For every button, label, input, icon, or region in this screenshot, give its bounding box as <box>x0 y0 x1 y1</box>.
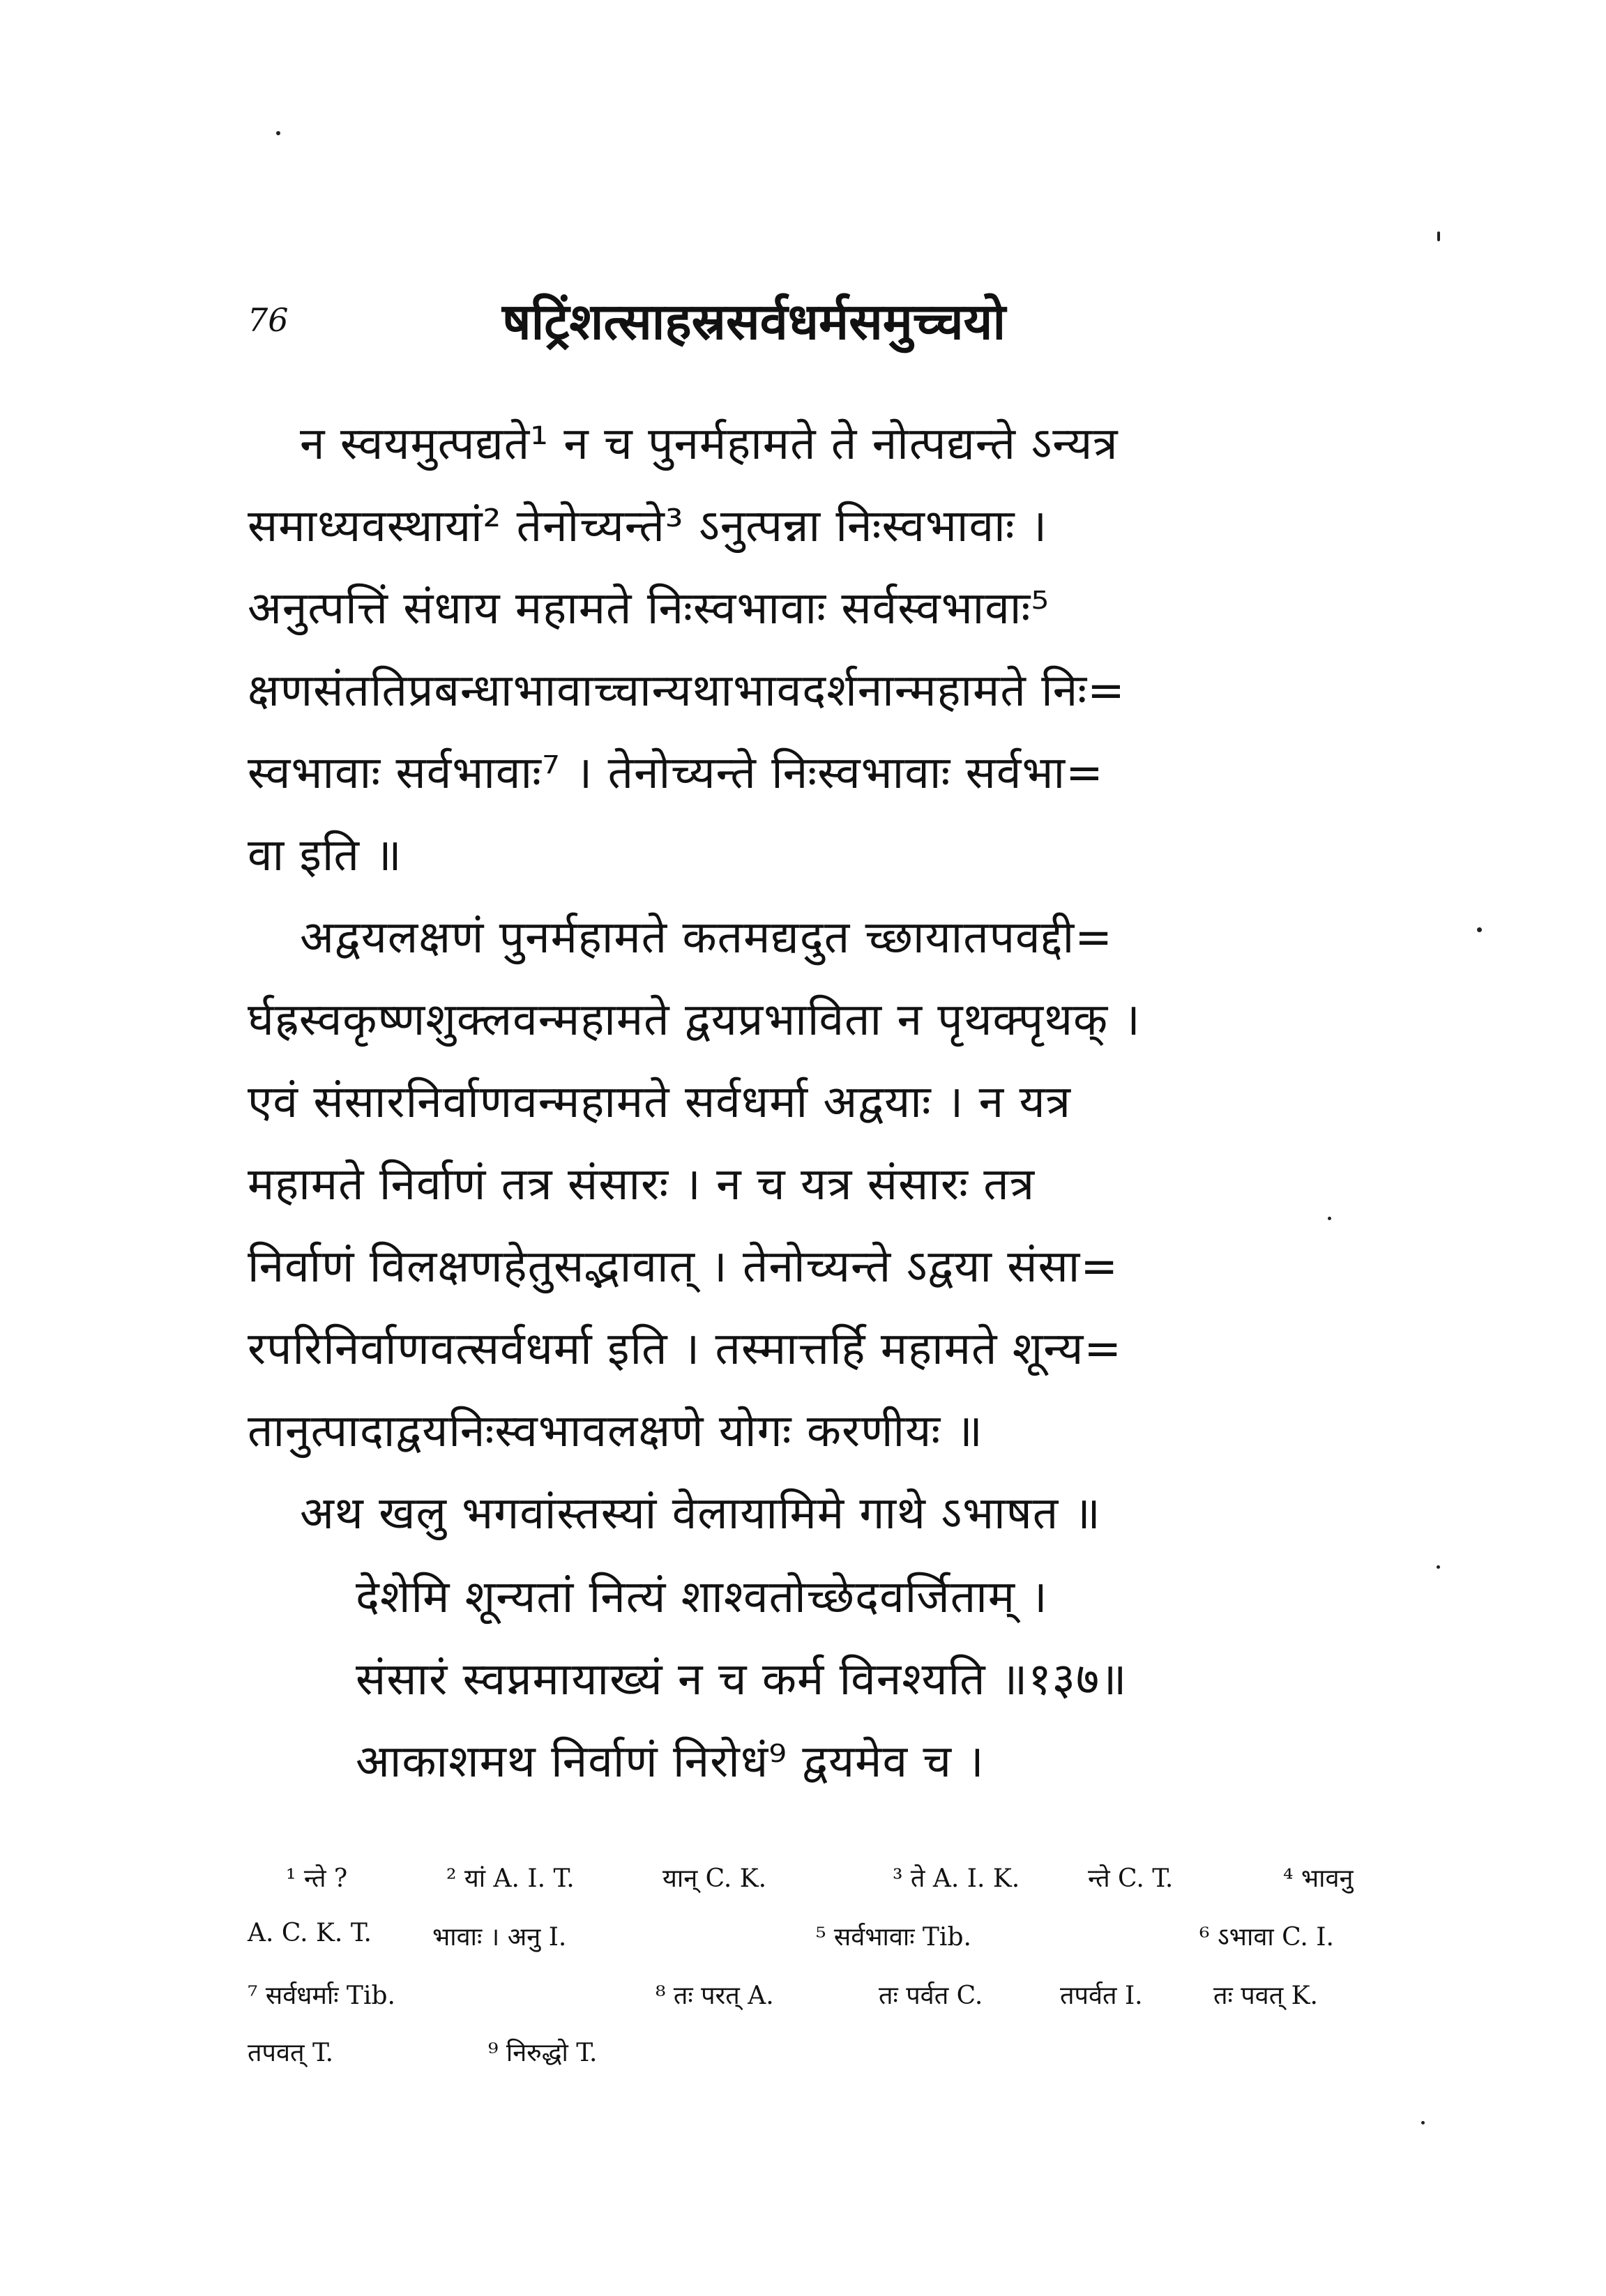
paragraph-2-line: निर्वाणं विलक्षणहेतुसद्भावात् । तेनोच्यन्ते ऽद्वया संसा= <box>248 1241 1119 1293</box>
footnote-entry: भावाः । अनु I. <box>432 1923 567 1952</box>
print-speck <box>1437 1565 1440 1569</box>
paragraph-2-line: र्घह्रस्वकृष्णशुक्लवन्महामते द्वयप्रभाविता न पृथक्पृथक् । <box>248 994 1141 1046</box>
page-title: षट्रिंशत्साहस्रसर्वधर्मसमुच्चयो <box>502 292 1006 351</box>
footnote-entry: ⁹ निरुद्धो T. <box>488 2039 598 2067</box>
print-speck <box>276 131 280 135</box>
print-speck <box>1437 231 1440 241</box>
paragraph-1-line: न स्वयमुत्पद्यते¹ न च पुनर्महामते ते नोत्पद्यन्ते ऽन्यत्र <box>300 418 1119 470</box>
footnote-entry: ¹ न्ते ? <box>286 1864 348 1893</box>
paragraph-2-line: एवं संसारनिर्वाणवन्महामते सर्वधर्मा अद्वयाः । न यत्र <box>248 1077 1071 1128</box>
footnote-entry: ⁶ ऽभावा C. I. <box>1199 1923 1334 1952</box>
footnote-entry: ² यां A. I. T. <box>446 1864 575 1893</box>
paragraph-2-line: रपरिनिर्वाणवत्सर्वधर्मा इति । तस्मात्तर्हि महामते शून्य= <box>248 1323 1122 1375</box>
footnote-entry: न्ते C. T. <box>1088 1864 1174 1893</box>
verse-intro-line: अथ खलु भगवांस्तस्यां वेलायामिमे गाथे ऽभाषत ॥ <box>300 1488 1101 1539</box>
verse-line: संसारं स्वप्नमायाख्यं न च कर्म विनश्यति ॥१३७॥ <box>356 1654 1128 1705</box>
print-speck <box>1421 2121 1425 2124</box>
paragraph-1-line: क्षणसंततिप्रबन्धाभावाच्चान्यथाभावदर्शनान्महामते निः= <box>248 665 1126 717</box>
paragraph-2-line: तानुत्पादाद्वयनिःस्वभावलक्षणे योगः करणीयः ॥ <box>248 1406 983 1457</box>
footnote-entry: यान् C. K. <box>662 1864 767 1893</box>
footnote-entry: तपर्वत I. <box>1060 1982 1143 2010</box>
verse-line: देशेमि शून्यतां नित्यं शाश्वतोच्छेदवर्जिताम् । <box>356 1572 1048 1623</box>
paragraph-1-line: स्वभावाः सर्वभावाः⁷ । तेनोच्यन्ते निःस्वभावाः सर्वभा= <box>248 747 1104 799</box>
footnote-entry: ⁴ भावनु <box>1283 1864 1354 1893</box>
footnote-entry: ⁵ सर्वभावाः Tib. <box>816 1923 971 1952</box>
footnote-entry: तः पर्वत C. <box>879 1982 983 2010</box>
paragraph-1-line: समाध्यवस्थायां² तेनोच्यन्ते³ ऽनुत्पन्ना निःस्वभावाः । <box>248 501 1048 552</box>
paragraph-2-line: अद्वयलक्षणं पुनर्महामते कतमद्यदुत च्छायातपवद्दी= <box>300 912 1113 964</box>
print-speck <box>1328 1217 1331 1220</box>
footnote-entry: ⁷ सर्वधर्माः Tib. <box>248 1982 395 2010</box>
paragraph-1-line: अनुत्पत्तिं संधाय महामते निःस्वभावाः सर्वस्वभावाः⁵ <box>248 583 1050 634</box>
paragraph-1-line: वा इति ॥ <box>248 830 402 881</box>
print-speck <box>1477 927 1482 932</box>
footnote-entry: A. C. K. T. <box>248 1919 372 1947</box>
footnote-entry: तपवत् T. <box>248 2039 334 2067</box>
page-number: 76 <box>248 301 289 339</box>
verse-line: आकाशमथ निर्वाणं निरोधं⁹ द्वयमेव च । <box>356 1736 985 1788</box>
footnote-entry: ³ ते A. I. K. <box>893 1864 1020 1893</box>
paragraph-2-line: महामते निर्वाणं तत्र संसारः । न च यत्र संसारः तत्र <box>248 1159 1036 1210</box>
footnote-entry: ⁸ तः परत् A. <box>656 1982 774 2010</box>
footnote-entry: तः पवत् K. <box>1213 1982 1319 2010</box>
